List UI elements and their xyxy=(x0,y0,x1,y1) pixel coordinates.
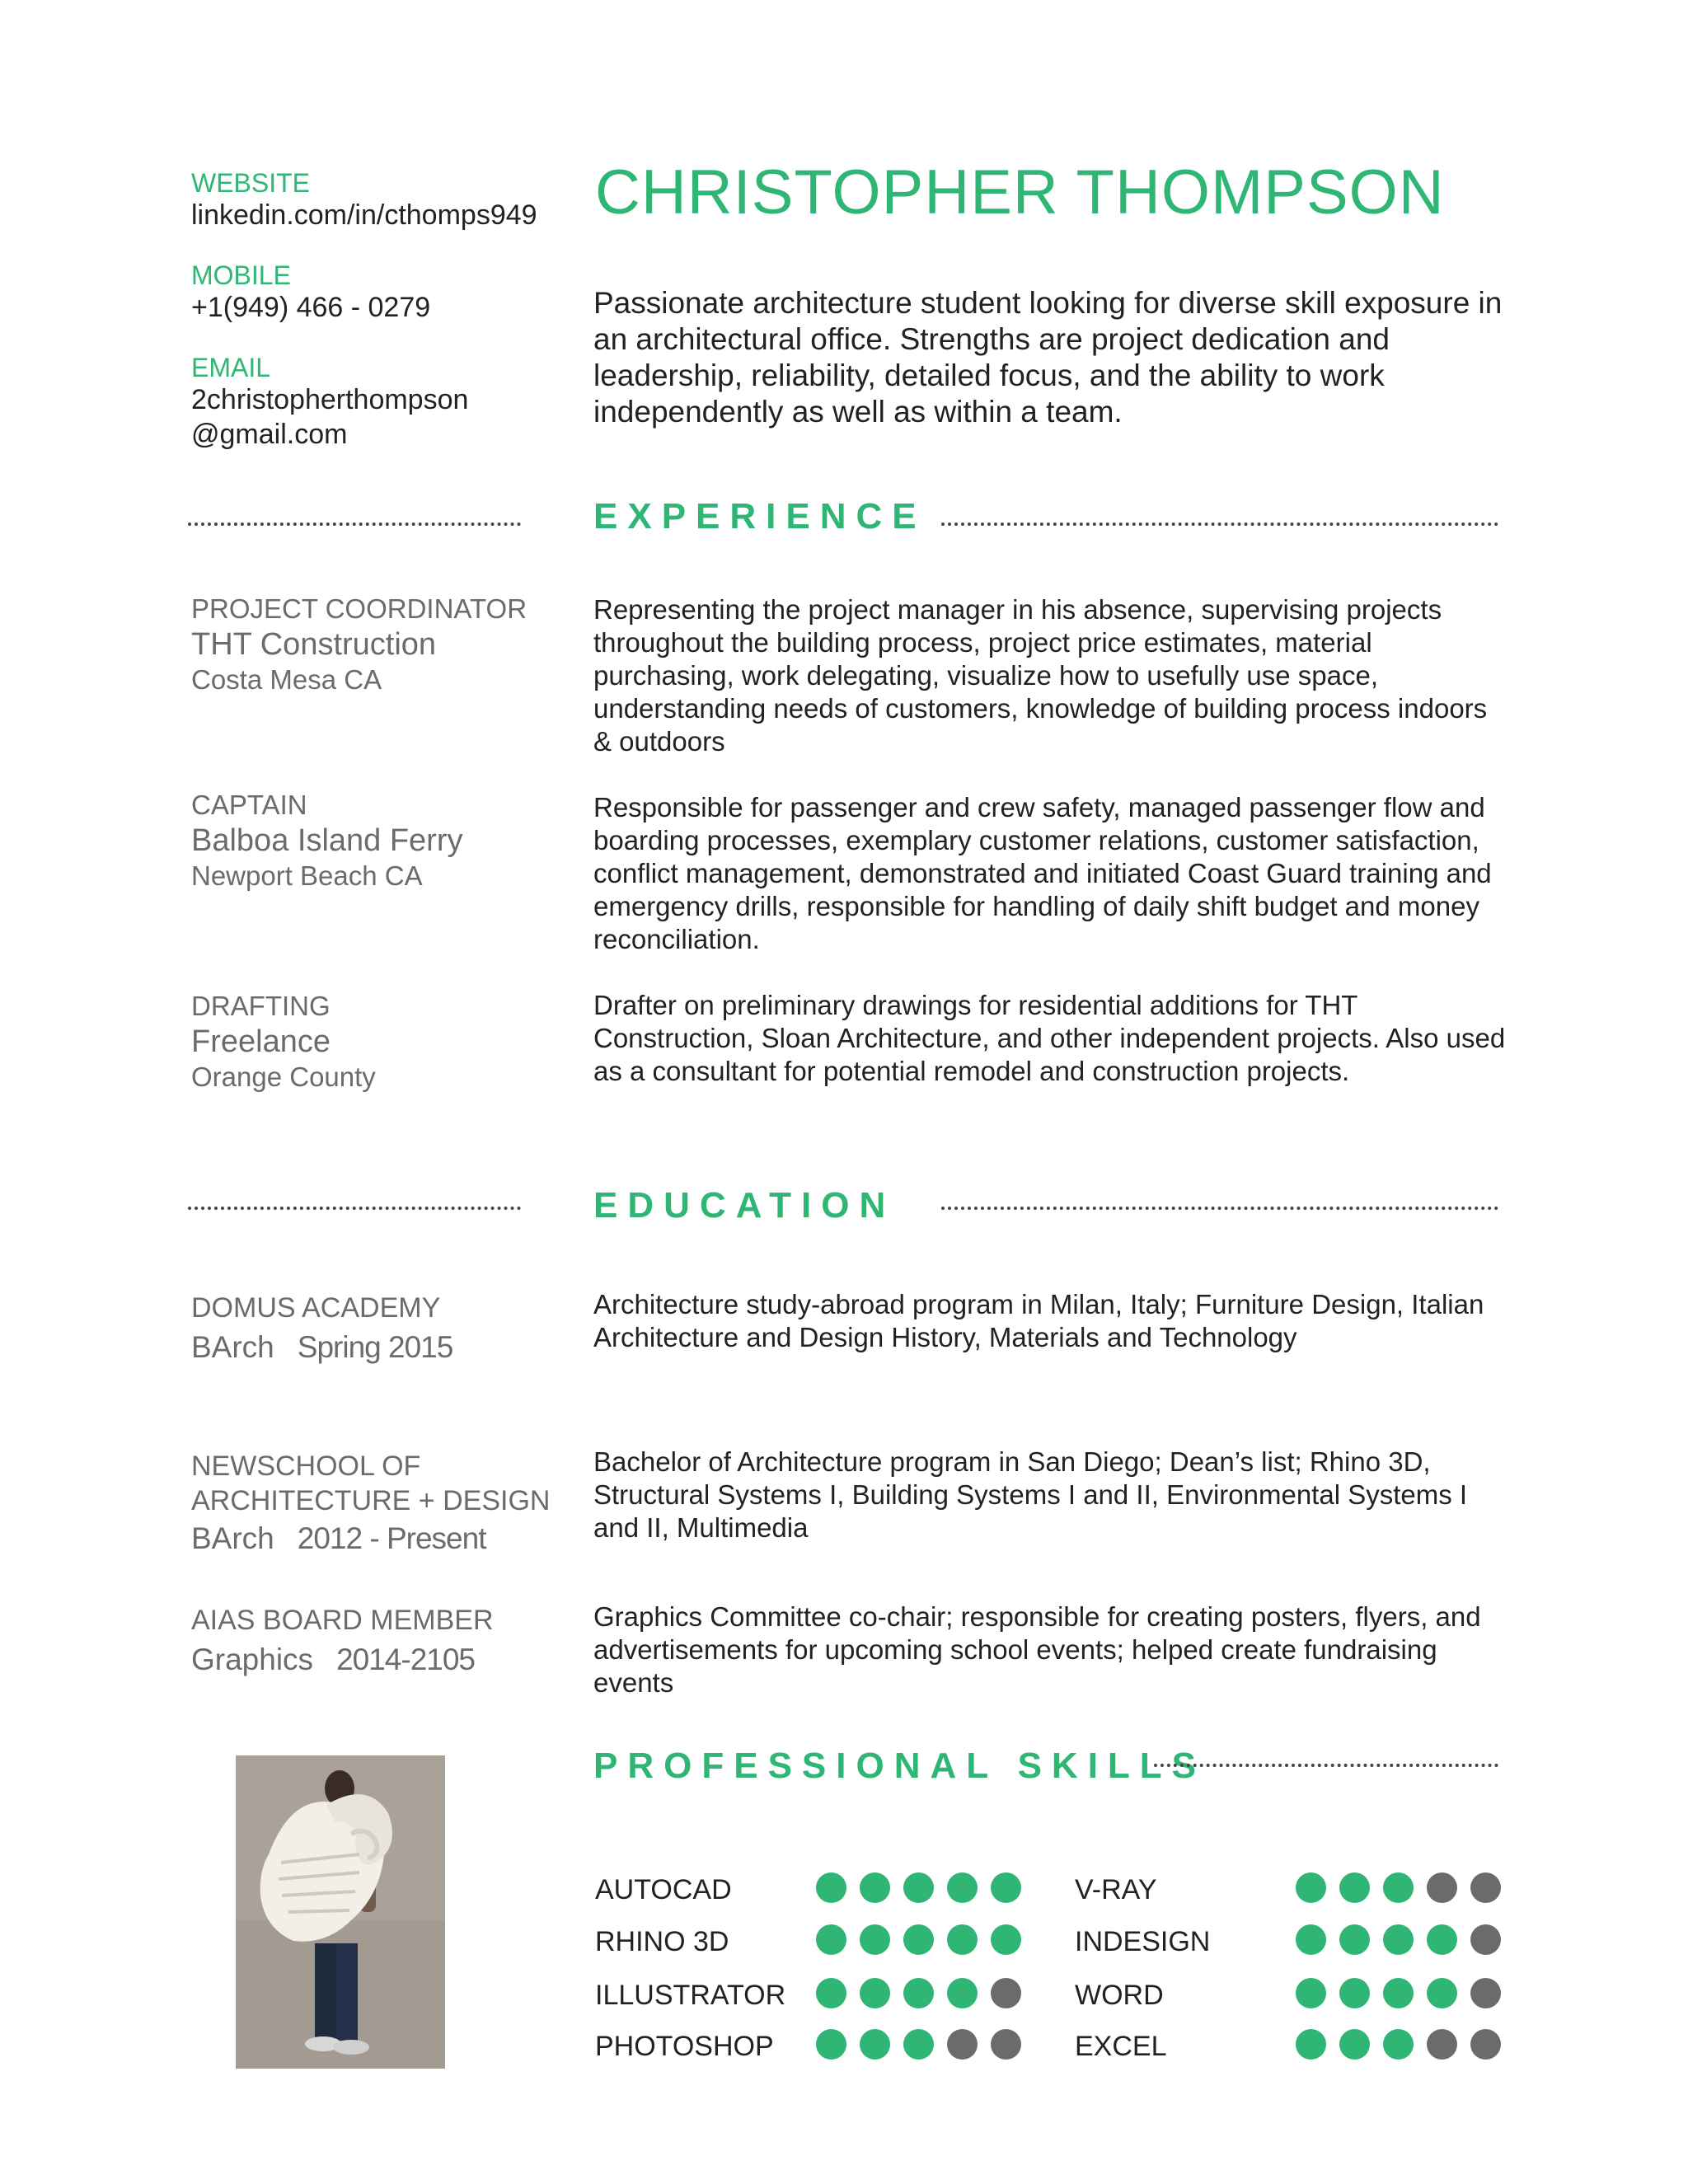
portfolio-photo xyxy=(236,1755,445,2069)
skill-name: INDESIGN xyxy=(1075,1926,1211,1957)
skill-dot-empty xyxy=(1427,1872,1457,1903)
skills-title: PROFESSIONAL SKILLS xyxy=(593,1746,1207,1786)
degree: BArch xyxy=(191,1521,274,1555)
divider-left xyxy=(188,1207,521,1210)
skill-name: V-RAY xyxy=(1075,1874,1157,1905)
skill-dot-filled xyxy=(860,1924,890,1955)
experience-item-meta xyxy=(191,989,376,1094)
skill-dot-empty xyxy=(1470,2029,1501,2060)
education-description: Architecture study-abroad program in Milan, Italy; Furniture Design, Italian Architecture and Design History, Materials and Technology xyxy=(593,1289,1484,1352)
mobile-number: +1(949) 466 - 0279 xyxy=(191,292,431,324)
skill-dot-filled xyxy=(991,1924,1021,1955)
skill-dot-empty xyxy=(1470,1978,1501,2008)
job-description: Representing the project manager in his absence, supervising projects throughout the building process, project price estimates, material purchasing, work delegating, visualize how to usefully use space, understanding needs of customers, knowledge of building process indoors & outdoors xyxy=(593,594,1488,757)
candidate-name: CHRISTOPHER THOMPSON xyxy=(595,157,1445,227)
website-link[interactable]: linkedin.com/in/cthomps949 xyxy=(191,199,537,232)
website-label: WEBSITE xyxy=(191,168,311,198)
job-organization: Freelance xyxy=(191,1024,331,1059)
education-description: Bachelor of Architecture program in San Diego; Dean’s list; Rhino 3D, Structural Systems I, Building Systems I and II, Environmental Systems I and II, Multimedia xyxy=(593,1446,1468,1543)
skill-rating xyxy=(1296,1978,1501,2008)
experience-title: EXPERIENCE xyxy=(593,496,926,537)
divider-left xyxy=(188,523,521,526)
skill-dot-empty xyxy=(991,1978,1021,2008)
job-location: Orange County xyxy=(191,1062,376,1092)
skill-dot-empty xyxy=(1427,2029,1457,2060)
job-organization: THT Construction xyxy=(191,627,437,662)
skill-dot-filled xyxy=(1296,2029,1326,2060)
job-location: Newport Beach CA xyxy=(191,860,423,891)
skill-dot-filled xyxy=(903,2029,934,2060)
job-organization: Balboa Island Ferry xyxy=(191,823,463,858)
skill-name: WORD xyxy=(1075,1980,1164,2011)
skill-dot-filled xyxy=(816,2029,846,2060)
experience-item-meta xyxy=(191,592,527,697)
experience-item-meta xyxy=(191,788,463,893)
skill-rating xyxy=(816,2029,1021,2060)
degree-dates: 2014-2105 xyxy=(336,1643,476,1676)
skill-dot-empty xyxy=(1470,1872,1501,1903)
skill-dot-filled xyxy=(1339,1978,1370,2008)
skill-dot-filled xyxy=(860,2029,890,2060)
skill-name: PHOTOSHOP xyxy=(595,2031,774,2062)
skill-dot-filled xyxy=(903,1872,934,1903)
school-name: DOMUS ACADEMY xyxy=(191,1292,441,1324)
job-description: Responsible for passenger and crew safety, managed passenger flow and boarding processes, exemplary customer relations, customer satisfaction, conflict management, demonstrated and initiated Coast Guard training and emergency drills, responsible for handling of daily shift budget and money reconciliation. xyxy=(593,792,1492,954)
education-item-meta xyxy=(191,1291,554,1366)
skill-dot-filled xyxy=(860,1872,890,1903)
skill-dot-empty xyxy=(947,2029,978,2060)
skill-dot-filled xyxy=(1383,1924,1414,1955)
skill-dot-filled xyxy=(991,1872,1021,1903)
skill-dot-filled xyxy=(1383,1978,1414,2008)
divider-right xyxy=(941,1207,1498,1210)
skill-rating xyxy=(816,1978,1021,2008)
degree: BArch xyxy=(191,1330,274,1364)
skill-dot-filled xyxy=(947,1978,978,2008)
school-name: AIAS BOARD MEMBER xyxy=(191,1605,494,1636)
job-role: PROJECT COORDINATOR xyxy=(191,593,528,624)
skill-dot-filled xyxy=(947,1872,978,1903)
skill-dot-filled xyxy=(1296,1872,1326,1903)
degree-line xyxy=(191,1641,554,1679)
skill-dot-filled xyxy=(816,1872,846,1903)
skill-name: EXCEL xyxy=(1075,2031,1167,2062)
skill-rating xyxy=(1296,2029,1501,2060)
skill-name: ILLUSTRATOR xyxy=(595,1980,786,2011)
skill-dot-filled xyxy=(947,1924,978,1955)
summary-text: Passionate architecture student looking for diverse skill exposure in an architectural office. Strengths are project dedication and leadership, reliability, detailed focus, and the ability to work independently as well as within a team. xyxy=(593,286,1503,429)
degree-line xyxy=(191,1329,554,1366)
skill-rating xyxy=(816,1924,1021,1955)
skill-dot-filled xyxy=(860,1978,890,2008)
divider-right xyxy=(1154,1764,1498,1767)
degree: Graphics xyxy=(191,1643,314,1676)
skill-dot-filled xyxy=(903,1924,934,1955)
divider-right xyxy=(941,523,1498,526)
mobile-label: MOBILE xyxy=(191,260,291,290)
degree-dates: 2012 - Present xyxy=(297,1521,486,1555)
skill-dot-empty xyxy=(1470,1924,1501,1955)
job-role: DRAFTING xyxy=(191,991,331,1021)
email-line-1[interactable]: 2christopherthompson xyxy=(191,384,469,416)
education-title: EDUCATION xyxy=(593,1185,896,1226)
skill-dot-filled xyxy=(903,1978,934,2008)
skill-dot-filled xyxy=(1339,1872,1370,1903)
skill-rating xyxy=(1296,1924,1501,1955)
school-name: NEWSCHOOL OF ARCHITECTURE + DESIGN xyxy=(191,1451,551,1516)
skill-rating xyxy=(816,1872,1021,1903)
skill-dot-filled xyxy=(1339,1924,1370,1955)
skill-rating xyxy=(1296,1872,1501,1903)
skill-dot-filled xyxy=(1383,2029,1414,2060)
job-location: Costa Mesa CA xyxy=(191,664,382,695)
education-item-meta xyxy=(191,1603,554,1679)
skill-dot-filled xyxy=(1427,1924,1457,1955)
email-label: EMAIL xyxy=(191,352,271,382)
email-line-2[interactable]: @gmail.com xyxy=(191,418,348,450)
job-role: CAPTAIN xyxy=(191,790,307,820)
skill-dot-filled xyxy=(1427,1978,1457,2008)
skill-dot-filled xyxy=(1296,1978,1326,2008)
degree-line xyxy=(191,1520,554,1558)
skill-name: RHINO 3D xyxy=(595,1926,729,1957)
job-description: Drafter on preliminary drawings for residential additions for THT Construction, Sloan Architecture, and other independent projects. Also used as a consultant for potential remodel and construction projects. xyxy=(593,990,1506,1086)
education-description: Graphics Committee co-chair; responsible for creating posters, flyers, and advertisements for upcoming school events; helped create fundraising events xyxy=(593,1601,1481,1698)
skill-name: AUTOCAD xyxy=(595,1874,732,1905)
skill-dot-filled xyxy=(1383,1872,1414,1903)
skill-dot-filled xyxy=(1296,1924,1326,1955)
skill-dot-empty xyxy=(991,2029,1021,2060)
degree-dates: Spring 2015 xyxy=(297,1330,453,1364)
skill-dot-filled xyxy=(1339,2029,1370,2060)
education-item-meta xyxy=(191,1449,554,1558)
contact-block xyxy=(191,167,537,452)
person-with-sculpture-image xyxy=(236,1755,445,2069)
skill-dot-filled xyxy=(816,1978,846,2008)
skill-dot-filled xyxy=(816,1924,846,1955)
